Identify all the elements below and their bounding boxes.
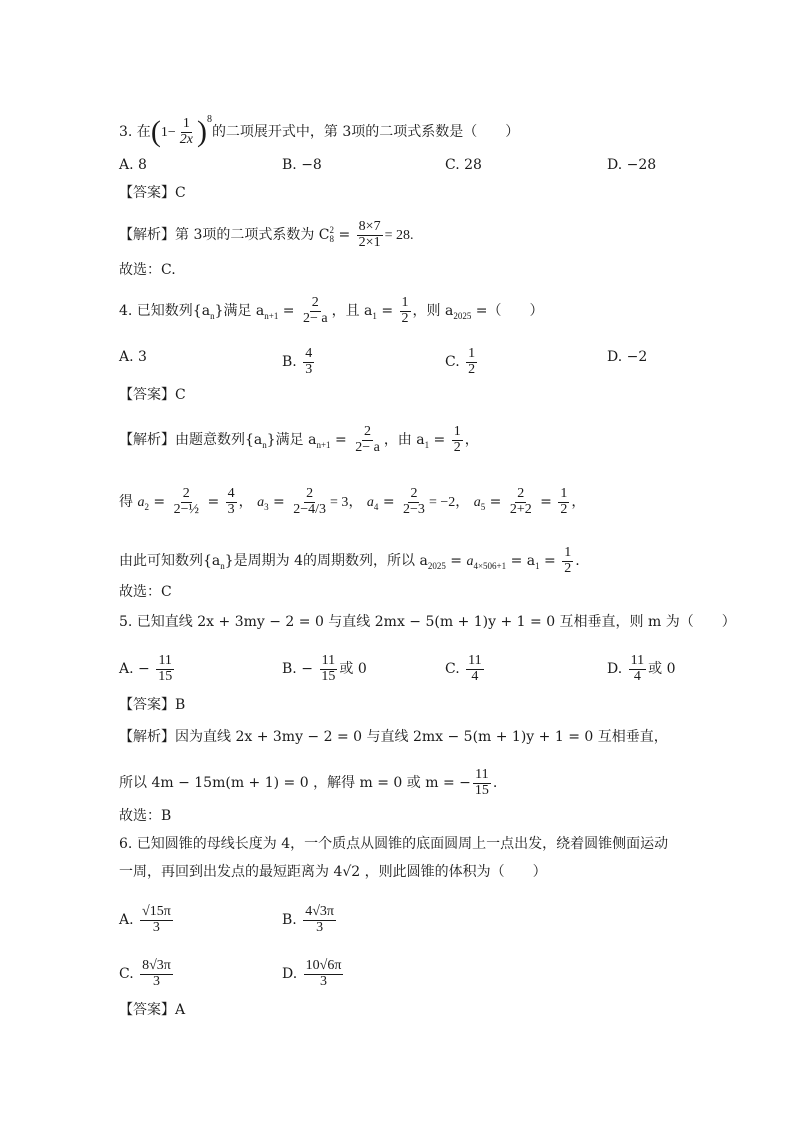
q4-option-d[interactable]: D. −2 bbox=[607, 349, 648, 365]
q4-period-line: 由此可知数列$\{a_n\}$是周期为 4的周期数列，所以 $a_{2025} = a_{4\times 506+1} = a_1$ = $\frac{1}{2}$ . bbox=[119, 545, 580, 576]
q3-conclusion: 故选：C. bbox=[119, 262, 176, 278]
q3-option-a[interactable]: A. 8 bbox=[119, 157, 147, 173]
left-paren: ( bbox=[150, 115, 161, 148]
q5-stem: 5. 已知直线 2x + 3my − 2 = 0 与直线 2mx − 5(m + 1)y + 1 = 0 互相垂直，则 m 为（ ） bbox=[119, 614, 736, 630]
q4-analysis-line2: 得 $a_2$ = $\frac{2}{\text{2−½}}$ = $\frac{4}{3}$ ， $a_3$ = $\frac{2}{2-4/3}$ = 3， $a_4$ = $\frac{2}{2-3}$ = −2， $a_5$ = $\frac{2}{2+2}$ = $\frac{1}{2}$ ， bbox=[119, 486, 586, 517]
q4-recurrence-fraction: $\frac{2}{2- a}$ bbox=[303, 295, 328, 326]
q3-exponent: 8 bbox=[206, 114, 212, 125]
q5-option-d[interactable]: D. $\frac{11}{4}$ 或 0 bbox=[607, 653, 676, 684]
q5-option-c[interactable]: C. $\frac{11}{4}$ bbox=[445, 653, 482, 684]
q4-analysis-line1: 【解析】由题意数列$\{a_n\}$满足 $a_{n+1}$ = $\frac{2}{2- a}$ ，由 $a_1$ = $\frac{1}{2}$ ， bbox=[119, 424, 479, 455]
q3-analysis-fraction: $\frac{8\times 7}{2\times 1}$ bbox=[358, 219, 381, 250]
q3-option-d[interactable]: D. −28 bbox=[607, 157, 657, 173]
q3-stem-suffix: 的二项展开式中，第 3项的二项式系数是（ ） bbox=[211, 124, 520, 140]
q4-option-c[interactable]: C. $\frac{1}{2}$ bbox=[445, 346, 476, 377]
q4-option-a[interactable]: A. 3 bbox=[119, 349, 147, 365]
q3-answer: 【答案】C bbox=[119, 185, 186, 201]
q5-analysis-line2: 所以 4m − 15m(m + 1) = 0 ，解得 m = 0 或 m = − $\frac{11}{15}$ . bbox=[119, 767, 498, 798]
q3-expr-fraction: $\frac{1}{2x}$ bbox=[179, 115, 193, 147]
q4-stem: 4. 已知数列$\{a_n\}$满足 $a_{n+1}$ = $\frac{2}{2- a}$ ，且 $a_1$ = $\frac{1}{2}$ ，则 $a_{2025}$ =（ ） bbox=[119, 295, 544, 326]
q6-answer: 【答案】A bbox=[119, 1002, 186, 1018]
q4-option-b[interactable]: B. $\frac{4}{3}$ bbox=[282, 346, 313, 377]
q6-option-b[interactable]: B. $\frac{4√3\pi}{3}$ bbox=[282, 904, 334, 935]
q3-stem-prefix: 3. 在 bbox=[119, 124, 151, 140]
q6-stem-line1: 6. 已知圆锥的母线长度为 4，一个质点从圆锥的底面圆周上一点出发，绕着圆锥侧面运动 bbox=[119, 836, 669, 852]
q3-expr-one: 1− bbox=[160, 125, 176, 140]
q5-conclusion: 故选：B bbox=[119, 808, 172, 824]
q6-option-c[interactable]: C. $\frac{8√3\pi}{3}$ bbox=[119, 958, 171, 989]
q3-option-b[interactable]: B. −8 bbox=[282, 157, 322, 173]
q5-analysis-line1: 【解析】因为直线 2x + 3my − 2 = 0 与直线 2mx − 5(m + 1)y + 1 = 0 互相垂直， bbox=[119, 729, 668, 745]
q6-option-d[interactable]: D. $\frac{10√6\pi}{3}$ bbox=[282, 958, 342, 989]
q3-stem bbox=[119, 110, 519, 147]
q4-a1-fraction: $\frac{1}{2}$ bbox=[401, 295, 409, 326]
q3-option-c[interactable]: C. 28 bbox=[445, 157, 482, 173]
q5-option-a[interactable]: A. − $\frac{11}{15}$ bbox=[119, 653, 173, 684]
q6-stem-line2: 一周，再回到出发点的最短距离为 4√2 ，则此圆锥的体积为（ ） bbox=[119, 864, 547, 880]
right-paren: ) bbox=[196, 115, 207, 148]
q4-answer: 【答案】C bbox=[119, 387, 186, 403]
q6-option-a[interactable]: A. $\frac{√15\pi}{3}$ bbox=[119, 904, 171, 935]
q3-analysis: 【解析】第 3项的二项式系数为 C 2 8 = $\frac{8\times 7}{2\times 1}$ = 28. bbox=[119, 219, 414, 250]
q5-answer: 【答案】B bbox=[119, 697, 186, 713]
q5-option-b[interactable]: B. − $\frac{11}{15}$ 或 0 bbox=[282, 653, 367, 684]
q4-conclusion: 故选：C bbox=[119, 584, 172, 600]
